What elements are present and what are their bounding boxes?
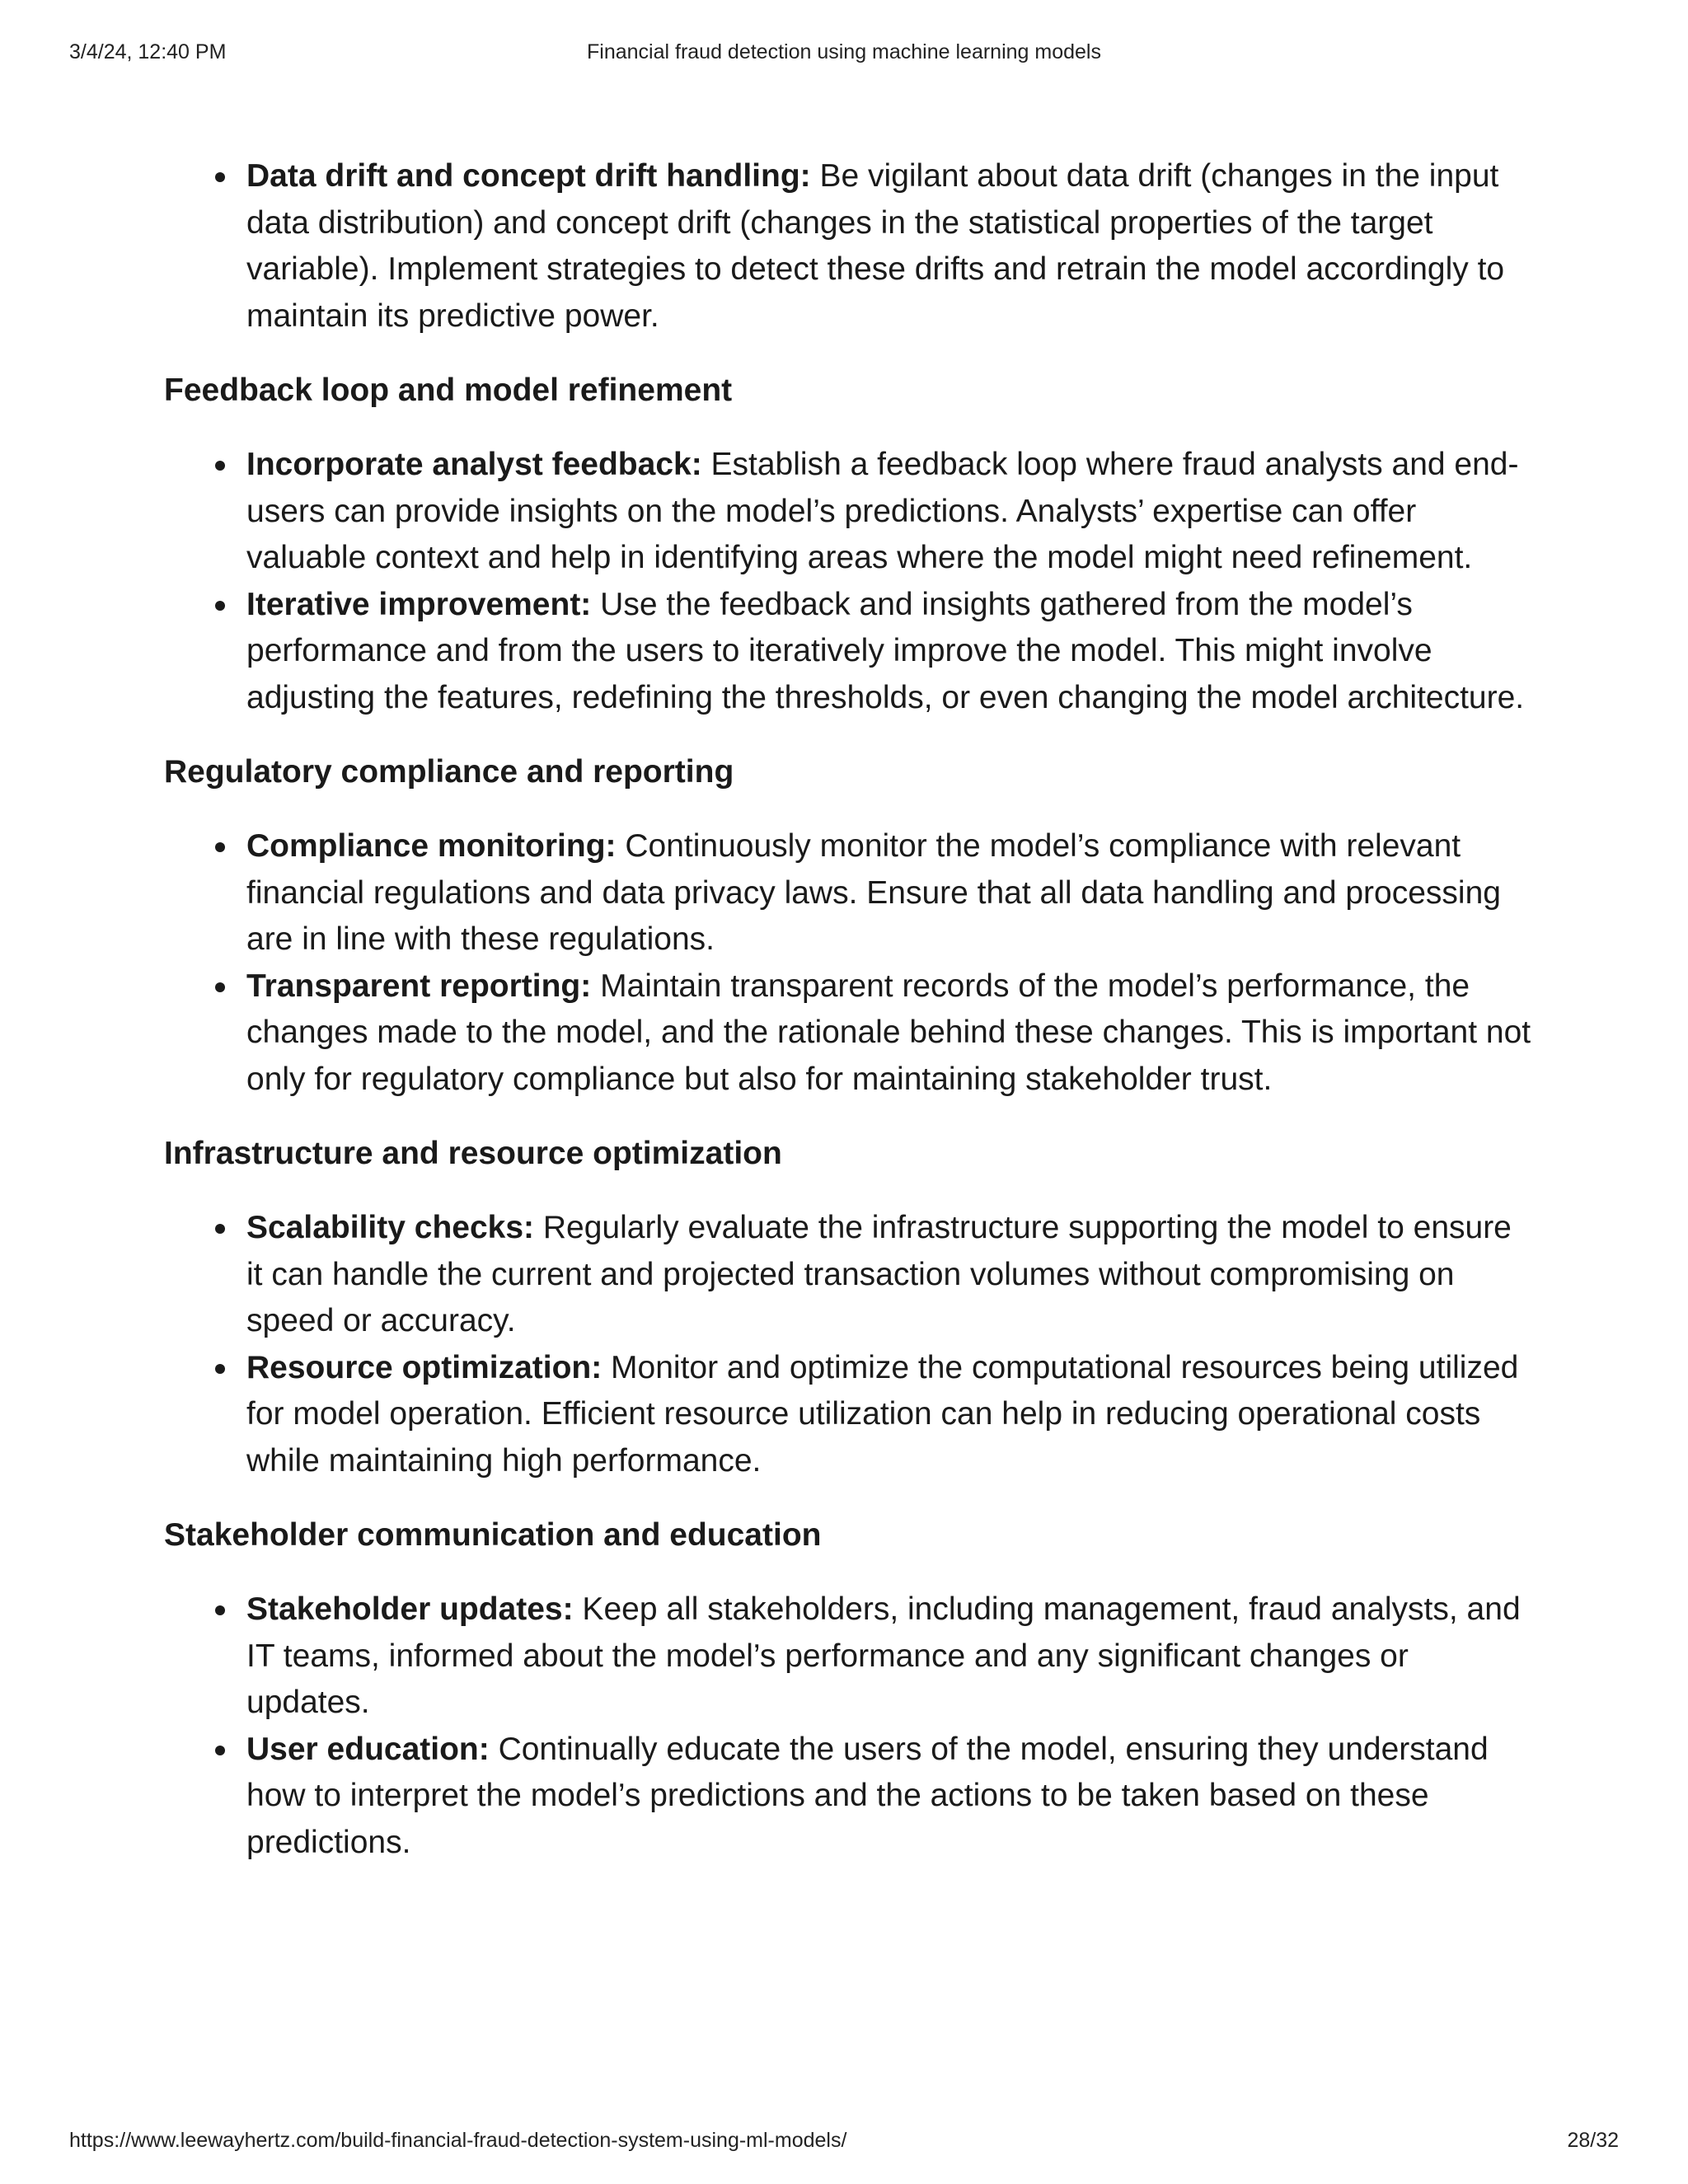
item-text: Continually educate the users of the model, ensuring they understand how to interpret the model’s predictions and the actions to be taken based on these predictions. bbox=[246, 1731, 1489, 1860]
list-item bbox=[164, 1727, 1532, 1867]
feedback-list bbox=[164, 442, 1532, 721]
section-heading-infrastructure: Infrastructure and resource optimization bbox=[164, 1136, 782, 1171]
print-timestamp: 3/4/24, 12:40 PM bbox=[69, 40, 227, 63]
page-url[interactable]: https://www.leewayhertz.com/build-financial-fraud-detection-system-using-ml-models/ bbox=[69, 2129, 847, 2152]
list-item bbox=[164, 153, 1532, 340]
section-heading-stakeholder: Stakeholder communication and education bbox=[164, 1517, 822, 1553]
section-heading-regulatory: Regulatory compliance and reporting bbox=[164, 754, 734, 790]
list-item bbox=[164, 963, 1532, 1104]
list-item bbox=[164, 823, 1532, 963]
list-item bbox=[164, 442, 1532, 582]
bullet-icon bbox=[215, 1746, 225, 1755]
item-term: Compliance monitoring: bbox=[246, 828, 617, 864]
bullet-icon bbox=[215, 1224, 225, 1234]
section-heading-feedback: Feedback loop and model refinement bbox=[164, 373, 733, 408]
item-term: Iterative improvement: bbox=[246, 586, 592, 622]
bullet-icon bbox=[215, 172, 225, 182]
regulatory-list bbox=[164, 823, 1532, 1103]
item-text: Use the feedback and insights gathered from the model’s performance and from the users to iteratively improve the model. This might involve adjusting the features, redefining the thresholds, or even changing the model architecture. bbox=[246, 586, 1525, 715]
bullet-icon bbox=[215, 982, 225, 992]
item-term: Data drift and concept drift handling: bbox=[246, 158, 811, 194]
print-page-title: Financial fraud detection using machine learning models bbox=[587, 40, 1101, 63]
item-text: Establish a feedback loop where fraud analysts and end-users can provide insights on the model’s predictions. Analysts’ expertise can offer valuable context and help in identifying areas where the model might need refinement. bbox=[246, 447, 1519, 575]
item-term: Transparent reporting: bbox=[246, 968, 592, 1004]
intro-list bbox=[164, 153, 1532, 340]
list-item bbox=[164, 1586, 1532, 1727]
item-term: Stakeholder updates: bbox=[246, 1591, 574, 1627]
item-text: Continuously monitor the model’s compliance with relevant financial regulations and data privacy laws. Ensure that all data handling and processing are in line with these regulations. bbox=[246, 828, 1501, 957]
bullet-icon bbox=[215, 601, 225, 611]
item-term: Incorporate analyst feedback: bbox=[246, 447, 702, 482]
item-text: Keep all stakeholders, including management, fraud analysts, and IT teams, informed about the model’s performance and any significant changes or updates. bbox=[246, 1591, 1521, 1720]
item-text: Be vigilant about data drift (changes in the input data distribution) and concept drift (changes in the statistical properties of the target variable). Implement strategies to detect these drifts and retrain the model accordingly to maintain its predictive power. bbox=[246, 158, 1505, 334]
bullet-icon bbox=[215, 461, 225, 471]
item-text: Maintain transparent records of the model’s performance, the changes made to the model, and the rationale behind these changes. This is important not only for regulatory compliance but also for maintaining stakeholder trust. bbox=[246, 968, 1531, 1097]
bullet-icon bbox=[215, 1364, 225, 1374]
item-term: Scalability checks: bbox=[246, 1210, 535, 1245]
item-text: Monitor and optimize the computational resources being utilized for model operation. Efficient resource utilization can help in reducing operational costs while maintaining high performance. bbox=[246, 1349, 1519, 1479]
item-term: Resource optimization: bbox=[246, 1349, 603, 1385]
infrastructure-list bbox=[164, 1205, 1532, 1484]
bullet-icon bbox=[215, 1605, 225, 1615]
page-number: 28/32 bbox=[1567, 2129, 1619, 2152]
stakeholder-list bbox=[164, 1586, 1532, 1866]
item-text: Regularly evaluate the infrastructure supporting the model to ensure it can handle the current and projected transaction volumes without compromising on speed or accuracy. bbox=[246, 1210, 1512, 1338]
list-item bbox=[164, 582, 1532, 722]
list-item bbox=[164, 1345, 1532, 1485]
bullet-icon bbox=[215, 842, 225, 852]
list-item bbox=[164, 1205, 1532, 1345]
item-term: User education: bbox=[246, 1731, 490, 1767]
article-content bbox=[164, 153, 1532, 1894]
